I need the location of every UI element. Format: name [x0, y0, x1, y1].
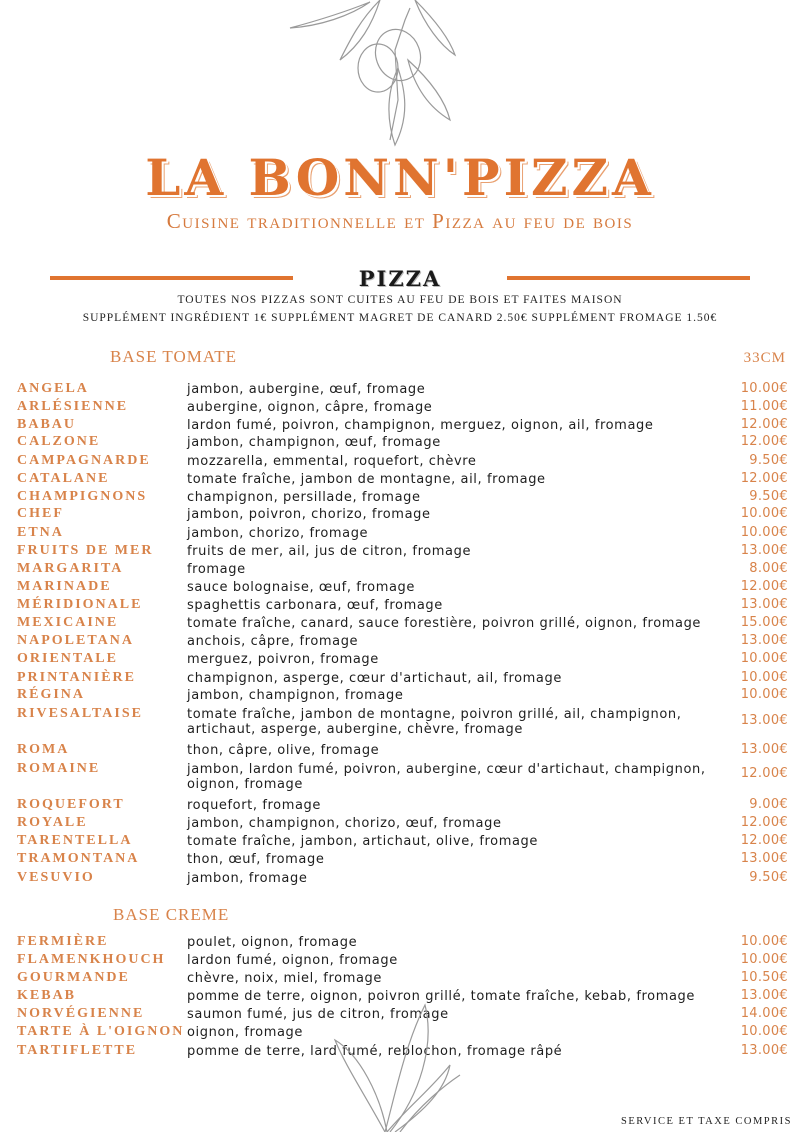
pizza-price: 10.50€ — [740, 970, 788, 985]
olive-branch-icon — [280, 0, 480, 150]
pizza-name: BABAU — [17, 417, 77, 432]
pizza-name: MARGARITA — [17, 561, 124, 576]
pizza-price: 13.00€ — [740, 988, 788, 1003]
restaurant-subtitle: Cuisine traditionnelle et Pizza au feu de bois — [166, 209, 634, 233]
intro-line-1: TOUTES NOS PIZZAS SONT CUITES AU FEU DE BOIS ET FAITES MAISON — [177, 294, 623, 306]
restaurant-title: LA BONN'PIZZA — [145, 148, 655, 207]
pizza-name: CAMPAGNARDE — [17, 453, 151, 468]
size-label: 33CM — [743, 350, 786, 366]
pizza-price: 10.00€ — [740, 506, 788, 521]
pizza-price: 10.00€ — [740, 525, 788, 540]
pizza-price: 9.50€ — [749, 453, 788, 468]
pizza-price: 9.50€ — [749, 870, 788, 885]
pizza-name: ROYALE — [17, 815, 88, 830]
pizza-price: 10.00€ — [740, 934, 788, 949]
pizza-ingredients: champignon, asperge, cœur d'artichaut, ail, fromage — [187, 671, 562, 686]
pizza-ingredients: anchois, câpre, fromage — [187, 634, 359, 649]
pizza-price: 13.00€ — [740, 713, 788, 728]
pizza-ingredients: sauce bolognaise, œuf, fromage — [187, 580, 415, 595]
pizza-price: 12.00€ — [740, 815, 788, 830]
pizza-name: NORVÉGIENNE — [17, 1006, 145, 1021]
supplements-line: SUPPLÉMENT INGRÉDIENT 1€ SUPPLÉMENT MAGRET DE CANARD 2.50€ SUPPLÉMENT FROMAGE 1.50€ — [82, 312, 718, 324]
pizza-price: 14.00€ — [740, 1006, 788, 1021]
pizza-price: 13.00€ — [740, 543, 788, 558]
pizza-name: RIVESALTAISE — [17, 706, 143, 721]
pizza-price: 9.00€ — [749, 797, 788, 812]
pizza-name: FERMIÈRE — [17, 934, 109, 949]
pizza-ingredients: tomate fraîche, jambon, artichaut, olive, fromage — [187, 834, 538, 849]
pizza-ingredients: pomme de terre, oignon, poivron grillé, tomate fraîche, kebab, fromage — [187, 989, 696, 1004]
pizza-name: MÉRIDIONALE — [17, 597, 143, 612]
pizza-name: ROMA — [17, 742, 70, 757]
pizza-price: 13.00€ — [740, 742, 788, 757]
pizza-price: 15.00€ — [740, 615, 788, 630]
pizza-name: MEXICAINE — [17, 615, 119, 630]
pizza-name: ANGELA — [17, 381, 89, 396]
pizza-ingredients: jambon, poivron, chorizo, fromage — [187, 507, 431, 522]
footer-note: SERVICE ET TAXE COMPRIS — [621, 1116, 792, 1127]
pizza-name: ROQUEFORT — [17, 797, 125, 812]
pizza-ingredients: saumon fumé, jus de citron, fromage — [187, 1007, 449, 1022]
pizza-ingredients: lardon fumé, poivron, champignon, merguez, oignon, ail, fromage — [187, 418, 654, 433]
pizza-name: GOURMANDE — [17, 970, 130, 985]
pizza-ingredients: chèvre, noix, miel, fromage — [187, 971, 382, 986]
pizza-name: ETNA — [17, 525, 64, 540]
pizza-ingredients: champignon, persillade, fromage — [187, 490, 421, 505]
pizza-ingredients: tomate fraîche, jambon de montagne, ail, fromage — [187, 472, 546, 487]
pizza-name: CHEF — [17, 506, 64, 521]
pizza-price: 10.00€ — [740, 952, 788, 967]
pizza-price: 13.00€ — [740, 633, 788, 648]
pizza-name: FLAMENKHOUCH — [17, 952, 166, 967]
pizza-ingredients: jambon, fromage — [187, 871, 308, 886]
pizza-price: 12.00€ — [740, 579, 788, 594]
pizza-name: ORIENTALE — [17, 651, 118, 666]
pizza-name: KEBAB — [17, 988, 77, 1003]
base-tomate-header: BASE TOMATE — [110, 347, 238, 366]
pizza-price: 11.00€ — [740, 399, 788, 414]
pizza-ingredients: spaghettis carbonara, œuf, fromage — [187, 598, 443, 613]
pizza-ingredients: thon, câpre, olive, fromage — [187, 743, 380, 758]
pizza-price: 10.00€ — [740, 1024, 788, 1039]
pizza-price: 13.00€ — [740, 597, 788, 612]
pizza-name: TARTIFLETTE — [17, 1043, 138, 1058]
pizza-ingredients: jambon, lardon fumé, poivron, aubergine, cœur d'artichaut, champignon, oignon, fromage — [187, 762, 706, 792]
pizza-ingredients: mozzarella, emmental, roquefort, chèvre — [187, 454, 477, 469]
pizza-ingredients: jambon, champignon, fromage — [187, 688, 404, 703]
pizza-name: MARINADE — [17, 579, 112, 594]
pizza-ingredients: roquefort, fromage — [187, 798, 322, 813]
pizza-name: CHAMPIGNONS — [17, 489, 148, 504]
pizza-price: 12.00€ — [740, 434, 788, 449]
pizza-name: ROMAINE — [17, 761, 101, 776]
pizza-price: 13.00€ — [740, 851, 788, 866]
leaf-sprig-icon — [325, 995, 475, 1132]
pizza-name: VESUVIO — [17, 870, 95, 885]
pizza-price: 10.00€ — [740, 687, 788, 702]
pizza-name: FRUITS DE MER — [17, 543, 154, 558]
pizza-price: 12.00€ — [740, 766, 788, 781]
pizza-ingredients: jambon, aubergine, œuf, fromage — [187, 382, 426, 397]
pizza-ingredients: lardon fumé, oignon, fromage — [187, 953, 398, 968]
pizza-ingredients: poulet, oignon, fromage — [187, 935, 358, 950]
pizza-price: 10.00€ — [740, 381, 788, 396]
pizza-ingredients: pomme de terre, lard fumé, reblochon, fromage râpé — [187, 1044, 563, 1059]
pizza-price: 10.00€ — [740, 651, 788, 666]
pizza-ingredients: jambon, champignon, œuf, fromage — [187, 435, 441, 450]
pizza-name: RÉGINA — [17, 687, 86, 702]
pizza-price: 9.50€ — [749, 489, 788, 504]
pizza-name: PRINTANIÈRE — [17, 670, 136, 685]
pizza-name: CALZONE — [17, 434, 101, 449]
pizza-price: 12.00€ — [740, 417, 788, 432]
pizza-name: ARLÉSIENNE — [17, 399, 129, 414]
pizza-name: TARTE À L'OIGNON — [17, 1024, 185, 1039]
pizza-price: 13.00€ — [740, 1043, 788, 1058]
pizza-ingredients: fromage — [187, 562, 246, 577]
pizza-ingredients: aubergine, oignon, câpre, fromage — [187, 400, 433, 415]
pizza-price: 12.00€ — [740, 471, 788, 486]
pizza-name: NAPOLETANA — [17, 633, 134, 648]
pizza-price: 8.00€ — [749, 561, 788, 576]
base-creme-header: BASE CREME — [113, 905, 230, 924]
pizza-ingredients: jambon, champignon, chorizo, œuf, fromage — [187, 816, 502, 831]
pizza-price: 12.00€ — [740, 833, 788, 848]
pizza-name: TRAMONTANA — [17, 851, 140, 866]
pizza-ingredients: oignon, fromage — [187, 1025, 303, 1040]
pizza-name: TARENTELLA — [17, 833, 133, 848]
pizza-ingredients: tomate fraîche, canard, sauce forestière, poivron grillé, oignon, fromage — [187, 616, 702, 631]
pizza-ingredients: jambon, chorizo, fromage — [187, 526, 369, 541]
pizza-ingredients: merguez, poivron, fromage — [187, 652, 379, 667]
pizza-price: 10.00€ — [740, 670, 788, 685]
pizza-ingredients: thon, œuf, fromage — [187, 852, 325, 867]
pizza-ingredients: tomate fraîche, jambon de montagne, poivron grillé, ail, champignon, artichaut, asperge, aubergine, chèvre, fromage — [187, 707, 682, 737]
pizza-ingredients: fruits de mer, ail, jus de citron, fromage — [187, 544, 472, 559]
pizza-name: CATALANE — [17, 471, 110, 486]
section-title: PIZZA — [358, 266, 442, 291]
